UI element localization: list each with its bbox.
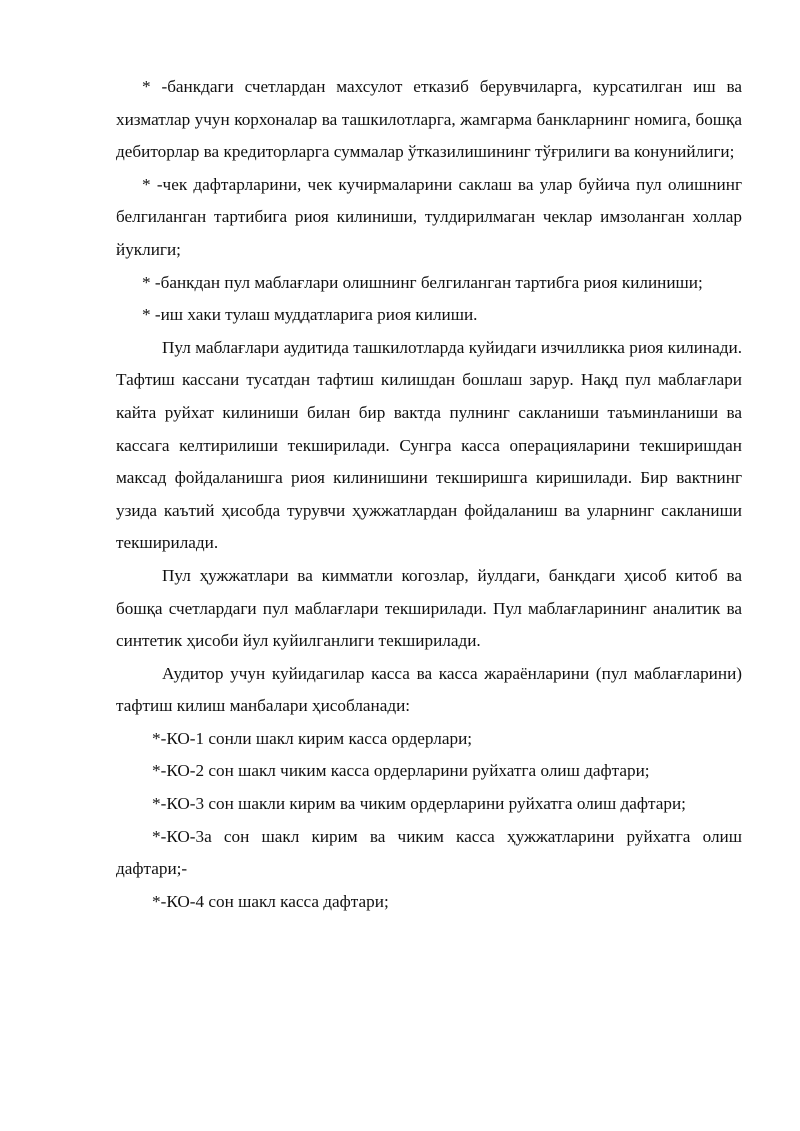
- list-item-ko4: *-КО-4 сон шакл касса дафтари;: [152, 891, 389, 911]
- bullet-bank-transfers: * -банкдаги счетлардан махсулот етказиб берувчиларга, курсатилган иш ва хизматлар учун корхоналар ва ташкилотларга, жамгарма банкларнинг номига, бошқа дебиторлар ва кредиторларга суммалар ўтказилишининг тўғрилиги ва конунийлиги;: [116, 77, 742, 162]
- paragraph-cash-audit-sequence: Пул маблағлари аудитида ташкилотларда куйидаги изчилликка риоя килинади. Тафтиш кассани тусатдан тафтиш килишдан бошлаш зарур. Нақд пул маблағлари кайта руйхат килиниши билан бир вактда пулнинг сакланиши таъминланиши ва кассага келтирилиши текширилади. Сунгра касса операцияларини текширишдан максад фойдаланишга риоя килинишини текширишга киришилади. Бир вактнинг узида каътий ҳисобда турувчи ҳужжатлардан фойдаланиш ва уларнинг сакланиши текширилади.: [116, 337, 742, 553]
- bullet-salary-deadlines: * -иш хаки тулаш муддатларига риоя килиши.: [142, 305, 478, 325]
- document-body: [116, 71, 742, 918]
- list-item-ko3a: *-КО-3а сон шакл кирим ва чиким касса ҳужжатларини руйхатга олиш дафтари;-: [116, 826, 742, 879]
- bullet-bank-cash-withdrawal: * -банкдан пул маблағлари олишнинг белгиланган тартибга риоя килиниши;: [142, 272, 703, 292]
- list-item-ko1: *-КО-1 сонли шакл кирим касса ордерлари;: [152, 728, 473, 748]
- list-item-ko3: *-КО-3 сон шакли кирим ва чиким ордерларини руйхатга олиш дафтари;: [152, 794, 686, 814]
- list-item-ko2: *-КО-2 сон шакл чиким касса ордерларини руйхатга олиш дафтари;: [152, 761, 650, 781]
- bullet-cheque-books: * -чек дафтарларини, чек кучирмаларини саклаш ва улар буйича пул олишнинг белгиланган тартибига риоя килиниши, тулдирилмаган чеклар имзоланган холлар йуклиги;: [116, 174, 742, 259]
- paragraph-audit-sources: Аудитор учун куйидагилар касса ва касса жараёнларини (пул маблағларини) тафтиш килиш манбалари ҳисобланади:: [116, 663, 742, 716]
- paragraph-money-documents: Пул ҳужжатлари ва кимматли когозлар, йулдаги, банкдаги ҳисоб китоб ва бошқа счетлардаги пул маблағлари текширилади. Пул маблағларининг аналитик ва синтетик ҳисоби йул куйилганлиги текширилади.: [116, 565, 742, 651]
